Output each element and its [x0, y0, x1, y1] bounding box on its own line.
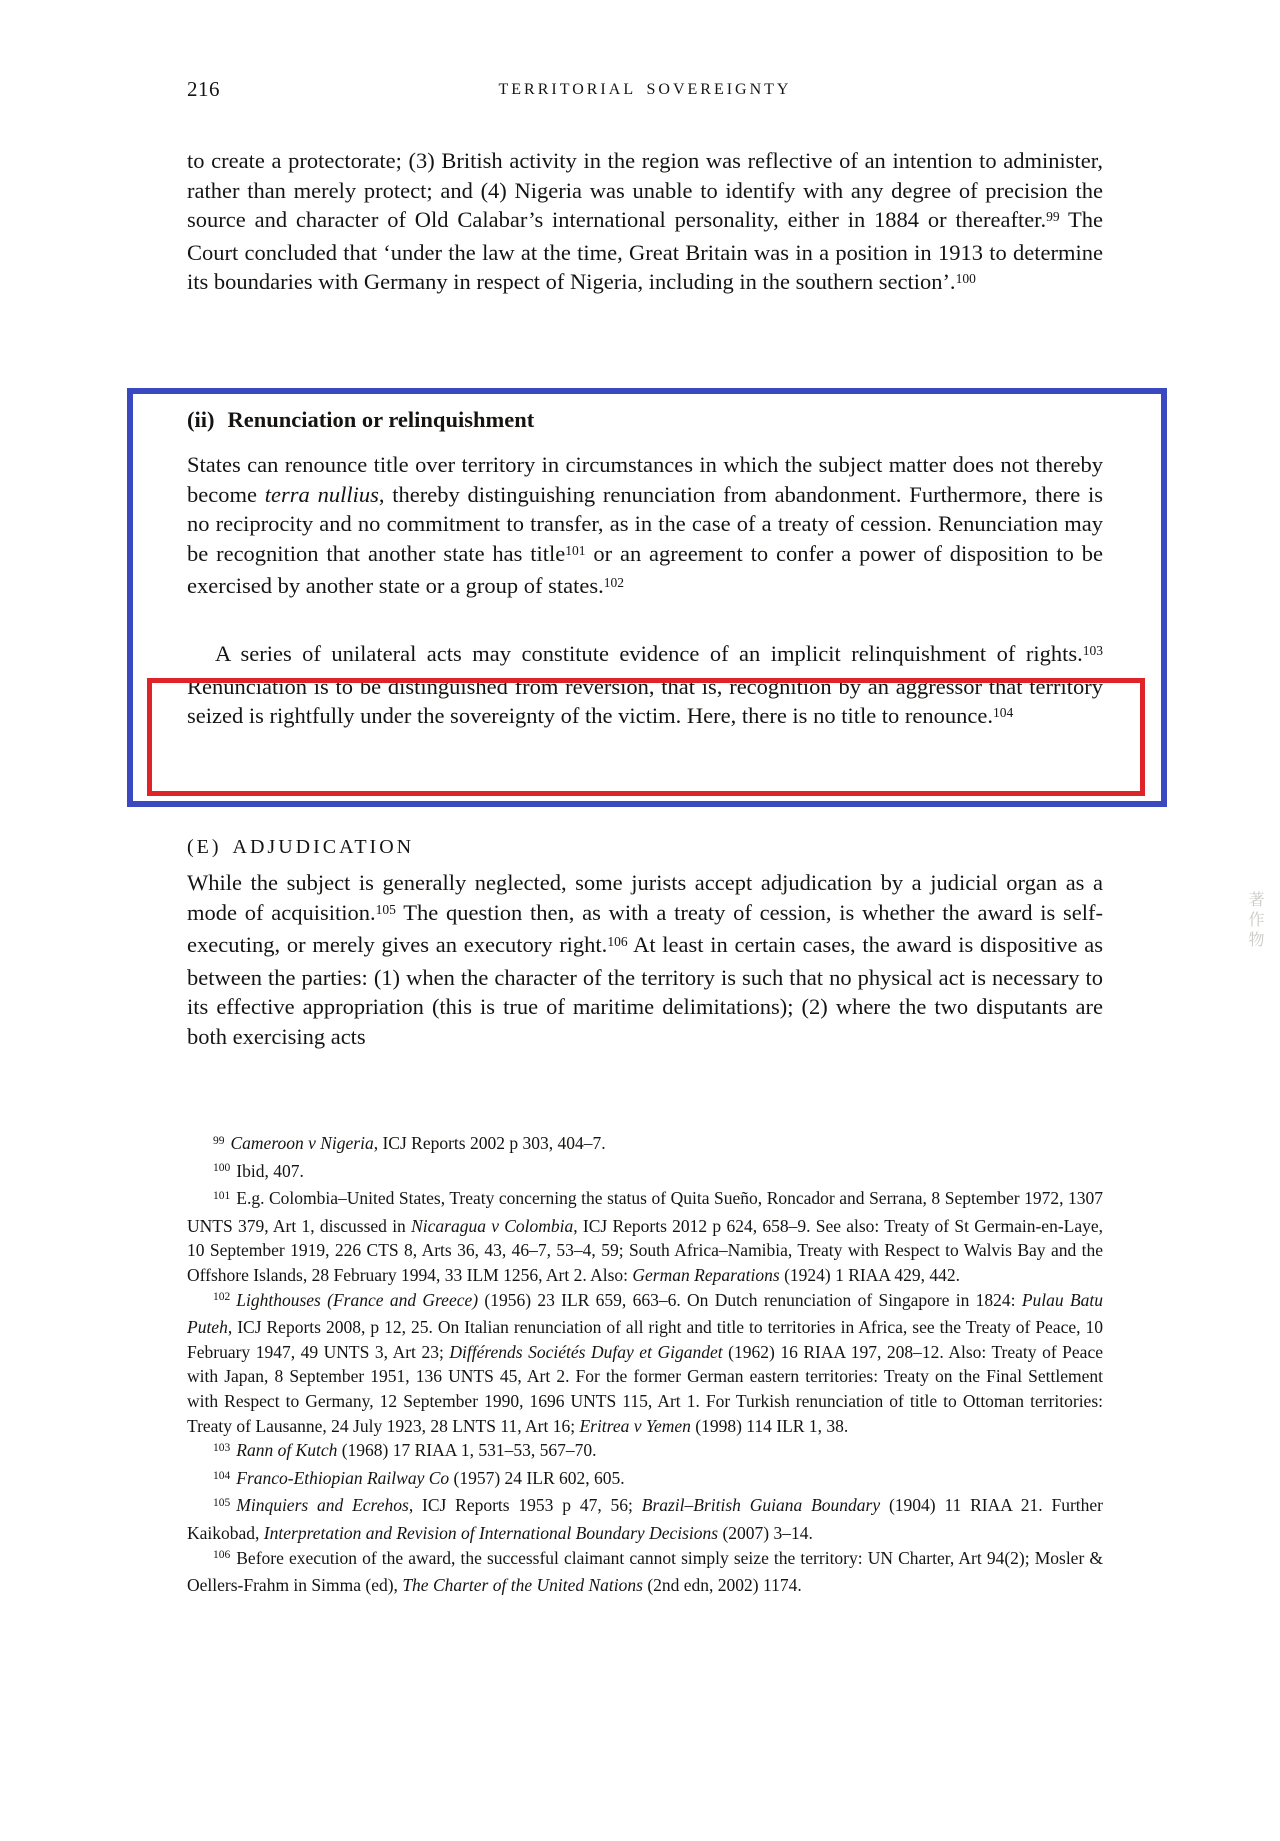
footnote-item — [187, 1546, 1103, 1598]
footnote-text: Franco-Ethiopian Railway Co (1957) 24 ILR 602, 605. — [236, 1467, 625, 1488]
watermark-text: 著作物 — [1246, 891, 1265, 951]
footnote-item — [187, 1131, 1103, 1159]
section-e-label: (E) — [187, 836, 222, 858]
footnote-text: Minquiers and Ecrehos, ICJ Reports 1953 p 47, 56; Brazil–British Guiana Boundary (1904) 11 RIAA 21. Further Kaikobad, Interpretation and Revision of International Boundary Decisions (2007) 3–14. — [187, 1495, 1103, 1543]
running-header: TERRITORIAL SOVEREIGNTY — [498, 81, 792, 98]
section-e-title: ADJUDICATION — [232, 836, 415, 858]
footnote-number: 103 — [213, 1441, 231, 1454]
footnote-item — [187, 1466, 1103, 1494]
footnotes-section — [187, 1131, 1103, 1598]
footnote-number: 102 — [213, 1291, 231, 1304]
footnote-number: 105 — [213, 1497, 231, 1510]
footnote-item — [187, 1288, 1103, 1439]
footnote-text: E.g. Colombia–United States, Treaty concerning the status of Quita Sueño, Roncador and Serrana, 8 September 1972, 1307 UNTS 379, Art 1, discussed in Nicaragua v Colombia, ICJ Reports 2012 p 624, 658–9. See also: Treaty of St Germain-en-Laye, 10 September 1919, 226 CTS 8, Arts 36, 43, 46–7, 53–4, 59; South Africa–Namibia, Treaty with Respect to Walvis Bay and the Offshore Islands, 28 February 1994, 33 ILM 1256, Art 2. Also: German Reparations (1924) 1 RIAA 429, 442. — [187, 1188, 1103, 1285]
section-ii-title: Renunciation or relinquishment — [227, 407, 535, 432]
section-heading-ii — [187, 407, 534, 433]
footnote-text: Before execution of the award, the successful claimant cannot simply seize the territory: UN Charter, Art 94(2); Mosler & Oellers-Frahm in Simma (ed), The Charter of the United Nations (2nd edn, 2002) 1174. — [187, 1547, 1103, 1596]
footnote-number: 106 — [213, 1549, 231, 1562]
section-heading-e — [187, 836, 414, 859]
footnote-item — [187, 1186, 1103, 1287]
page-number: 216 — [187, 77, 220, 101]
footnote-number: 99 — [213, 1134, 225, 1147]
paragraph-intro: to create a protectorate; (3) British activity in the region was reflective of an intention to administer, rather than merely protect; and (4) Nigeria was unable to identify with any degree of precision the source and character of Old Calabar’s international personality, either in 1884 or thereafter.$^{99}$ The Court concluded that ‘under the law at the time, Great Britain was in a position in 1913 to determine its boundaries with Germany in respect of Nigeria, including in the southern section’.$^{100}$ — [187, 148, 1104, 295]
paragraph-series: A series of unilateral acts may constitute evidence of an implicit relinquishment of rights.$^{103}$ Renunciation is to be distinguished from reversion, that is, recognition by an aggressor that territory seized is rightfully under the sovereignty of the victim. Here, there is no title to renounce.$^{104}$ — [187, 641, 1103, 729]
footnote-text: Rann of Kutch (1968) 17 RIAA 1, 531–53, 567–70. — [236, 1440, 597, 1461]
footnote-number: 104 — [213, 1469, 231, 1482]
footnote-item — [187, 1438, 1103, 1466]
footnote-text: Cameroon v Nigeria, ICJ Reports 2002 p 303, 404–7. — [230, 1133, 606, 1153]
section-ii-label: (ii) — [187, 407, 215, 432]
paragraph-renunciation: States can renounce title over territory in circumstances in which the subject matter does not thereby become terra nullius, thereby distinguishing renunciation from abandonment. Furthermore, there is no reciprocity and no commitment to transfer, as in the case of a treaty of cession. Renunciation may be recognition that another state has title$^{101}$ or an agreement to confer a power of disposition to be exercised by another state or a group of states.$^{102}$ — [187, 452, 1104, 599]
footnote-text: Lighthouses (France and Greece) (1956) 23 ILR 659, 663–6. On Dutch renunciation of Singapore in 1824: Pulau Batu Puteh, ICJ Reports 2008, p 12, 25. On Italian renunciation of all right and title to territories in Africa, see the Treaty of Peace, 10 February 1947, 49 UNTS 3, Art 23; Différends Sociétés Dufay et Gigandet (1962) 16 RIAA 197, 208–12. Also: Treaty of Peace with Japan, 8 September 1951, 136 UNTS 45, Art 2. For the former German eastern territories: Treaty on the Final Settlement with Respect to Germany, 12 September 1990, 1696 UNTS 115, Art 1. For Turkish renunciation of title to Ottoman territories: Treaty of Lausanne, 24 July 1923, 28 LNTS 11, Art 16; Eritrea v Yemen (1998) 114 ILR 1, 38. — [187, 1289, 1104, 1436]
footnote-number: 100 — [213, 1162, 231, 1175]
footnote-item — [187, 1159, 1103, 1187]
paragraph-adjudication: While the subject is generally neglected, some jurists accept adjudication by a judicial organ as a mode of acquisition.$^{105}$ The question then, as with a treaty of cession, is whether the award is self-executing, or merely gives an executory right.$^{106}$ At least in certain cases, the award is dispositive as between the parties: (1) when the character of the territory is such that no physical act is necessary to its effective appropriation (this is true of maritime delimitations); (2) where the two disputants are both exercising acts — [187, 870, 1103, 1049]
footnote-item — [187, 1493, 1103, 1545]
footnote-number: 101 — [213, 1190, 231, 1203]
footnote-text: Ibid, 407. — [236, 1160, 304, 1181]
